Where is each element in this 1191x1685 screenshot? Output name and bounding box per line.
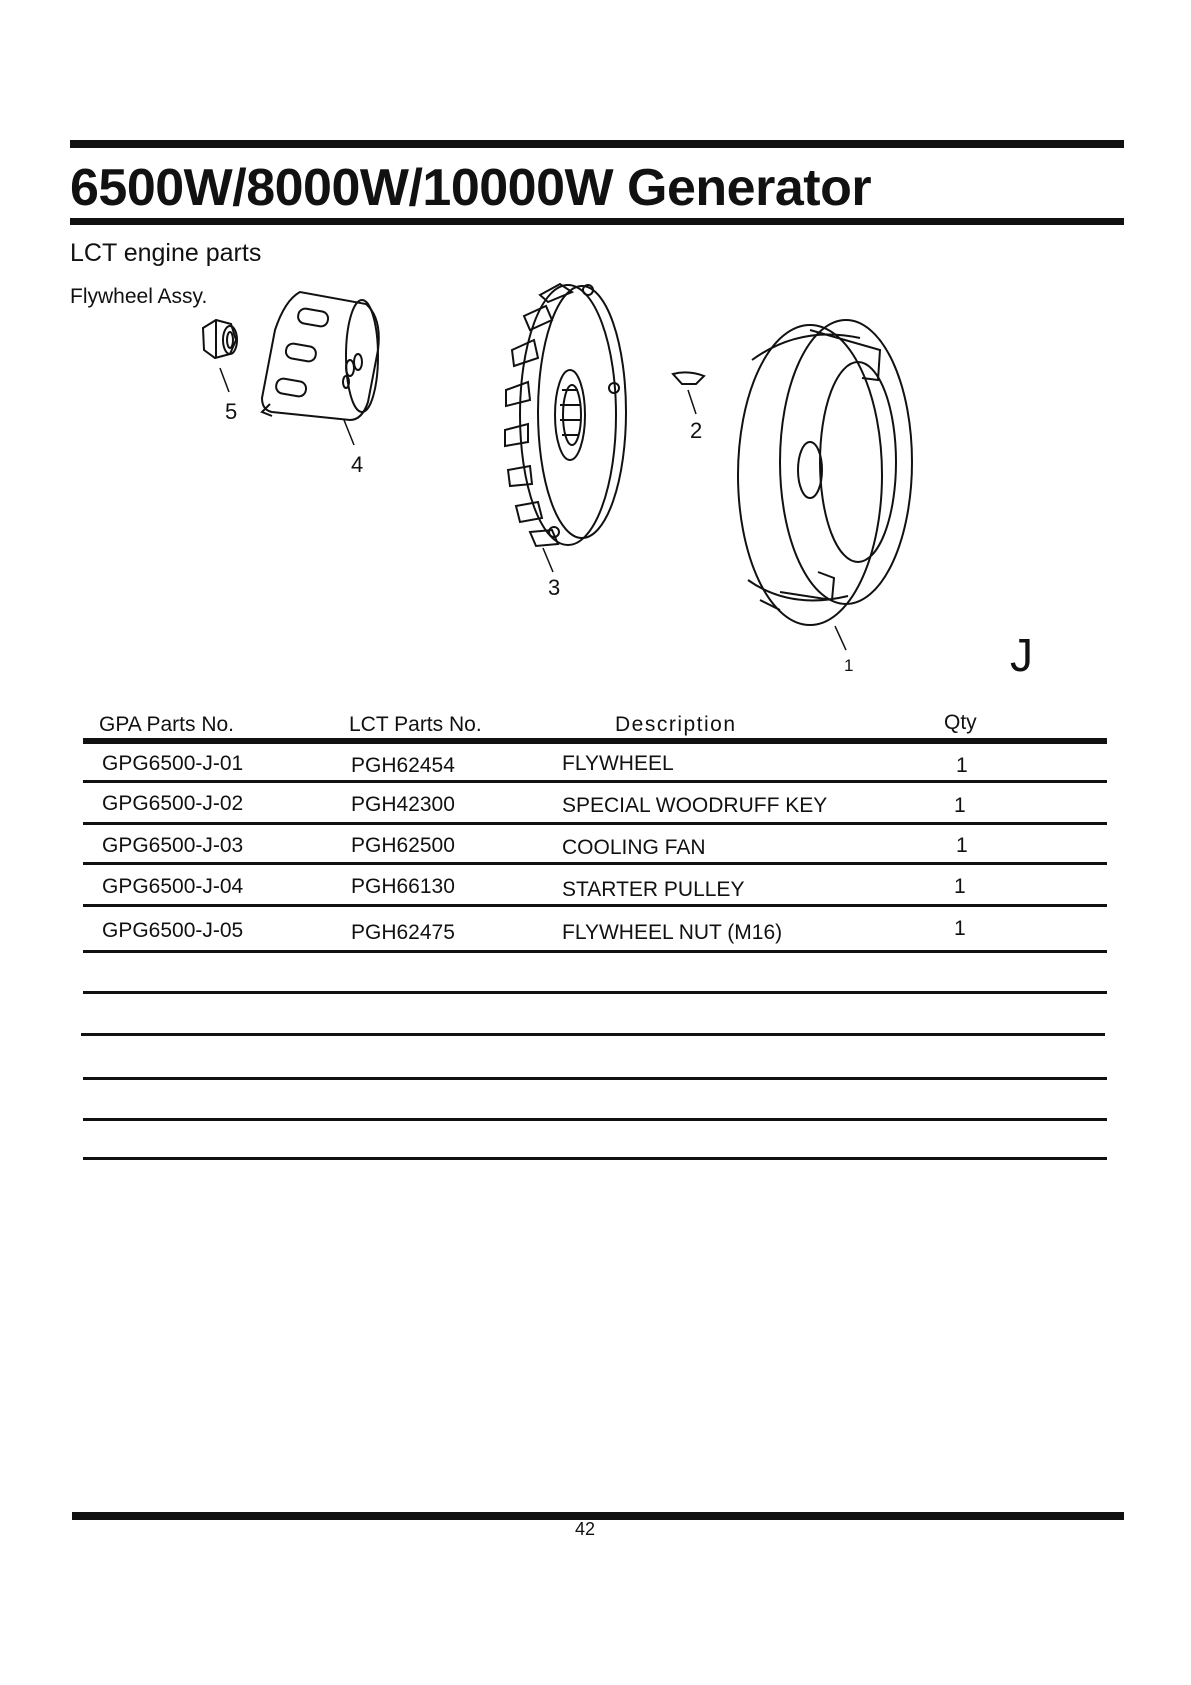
- cell-gpa: GPG6500-J-04: [102, 875, 244, 898]
- empty-row-divider: [83, 1077, 1107, 1080]
- callout-leader-lines: [220, 368, 846, 650]
- part-2-woodruff-key: [673, 372, 704, 384]
- callout-3: 3: [548, 575, 561, 600]
- header-description: Description: [615, 713, 737, 736]
- cell-description: FLYWHEEL NUT (M16): [562, 921, 783, 944]
- cell-qty: 1: [956, 754, 968, 777]
- cell-gpa: GPG6500-J-03: [102, 834, 244, 857]
- cell-gpa: GPG6500-J-05: [102, 919, 244, 942]
- cell-lct: PGH66130: [351, 875, 455, 898]
- cell-gpa: GPG6500-J-02: [102, 792, 244, 815]
- part-3-cooling-fan: [505, 284, 626, 546]
- cell-qty: 1: [954, 917, 966, 940]
- exploded-parts-diagram: [0, 270, 1191, 690]
- header-top-rule: [70, 140, 1124, 148]
- row-divider: [83, 862, 1107, 865]
- cell-description: FLYWHEEL: [562, 752, 674, 775]
- callout-5: 5: [225, 399, 238, 424]
- row-divider: [83, 780, 1107, 783]
- cell-qty: 1: [954, 875, 966, 898]
- section-letter: J: [1010, 629, 1033, 681]
- cell-lct: PGH42300: [351, 793, 455, 816]
- table-header-rule: [83, 738, 1107, 744]
- empty-row-divider: [83, 1157, 1107, 1160]
- section-name: Flywheel Assy.: [70, 285, 208, 308]
- callout-2: 2: [690, 418, 703, 443]
- empty-row-divider: [81, 1033, 1105, 1036]
- cell-description: STARTER PULLEY: [562, 878, 745, 901]
- row-divider: [83, 950, 1107, 953]
- cell-gpa: GPG6500-J-01: [102, 752, 244, 775]
- part-1-flywheel: [738, 320, 912, 625]
- empty-row-divider: [83, 991, 1107, 994]
- cell-description: SPECIAL WOODRUFF KEY: [562, 794, 828, 817]
- page-title: 6500W/8000W/10000W Generator: [70, 159, 872, 217]
- cell-lct: PGH62475: [351, 921, 455, 944]
- empty-row-divider: [83, 1118, 1107, 1121]
- cell-lct: PGH62500: [351, 834, 455, 857]
- callout-1: 1: [844, 656, 854, 675]
- header-gpa-parts-no: GPA Parts No.: [99, 713, 234, 736]
- cell-lct: PGH62454: [351, 754, 455, 777]
- cell-qty: 1: [954, 794, 966, 817]
- header-qty: Qty: [944, 711, 977, 734]
- page-number: 42: [574, 1519, 596, 1539]
- header-bottom-rule: [70, 218, 1124, 225]
- cell-description: COOLING FAN: [562, 836, 706, 859]
- cell-qty: 1: [956, 834, 968, 857]
- header-lct-parts-no: LCT Parts No.: [349, 713, 482, 736]
- part-5-flywheel-nut: [203, 320, 237, 358]
- row-divider: [83, 822, 1107, 825]
- page-subtitle: LCT engine parts: [70, 239, 262, 267]
- callout-4: 4: [351, 452, 364, 477]
- row-divider: [83, 904, 1107, 907]
- part-4-starter-pulley: [262, 292, 379, 420]
